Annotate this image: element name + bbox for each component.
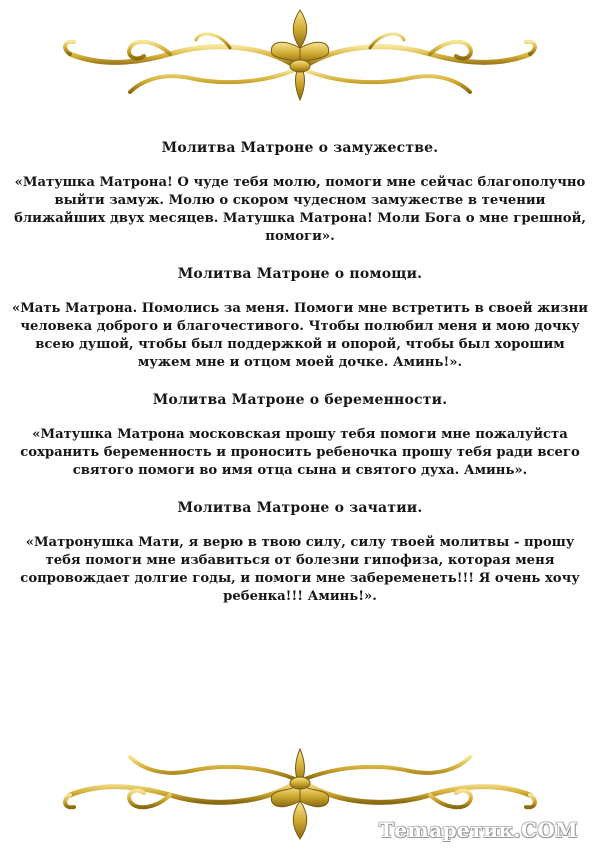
top-ornament-icon [60,4,540,114]
watermark: Тemaретик.COM [378,818,578,842]
prayer-text: «Матушка Матрона! О чуде тебя молю, помоги мне сейчас благополучно выйти замуж. Молю о скором чудесном замужестве в течении ближайших двух месяцев. Матушка Матрона! Моли Бога о мне грешной, помоги». [14,175,586,244]
prayer-title: Молитва Матроне о помощи. [177,266,423,282]
prayer-section-3 [10,392,590,480]
prayer-text: «Матушка Матрона московская прошу тебя помоги мне пожалуйста сохранить беременность и проносить ребеночка прошу тебя ради всего святого помоги во имя отца сына и святого духа. Аминь». [20,427,580,478]
prayer-section-2 [10,266,590,372]
prayer-text: «Мать Матрона. Помолись за меня. Помоги мне встретить в своей жизни человека доброго и благочестивого. Чтобы полюбил меня и мою дочку всею душой, чтобы был поддержкой и опорой, чтобы был хорошим мужем мне и отцом моей дочке. Аминь!». [11,301,589,370]
prayer-title: Молитва Матроне о зачатии. [177,500,423,516]
prayer-text: «Матронушка Мати, я верю в твою силу, силу твоей молитвы - прошу тебя помоги мне избавиться от болезни гипофиза, которая меня сопровождает долгие годы, и помоги мне забеременеть!!! Я очень хочу ребенка!!! Аминь!». [20,535,580,604]
prayer-title: Молитва Матроне о замужестве. [161,140,439,156]
prayer-title: Молитва Матроне о беременности. [152,392,448,408]
prayer-section-1 [10,140,590,246]
prayer-section-4 [10,500,590,606]
prayer-content [10,140,590,626]
